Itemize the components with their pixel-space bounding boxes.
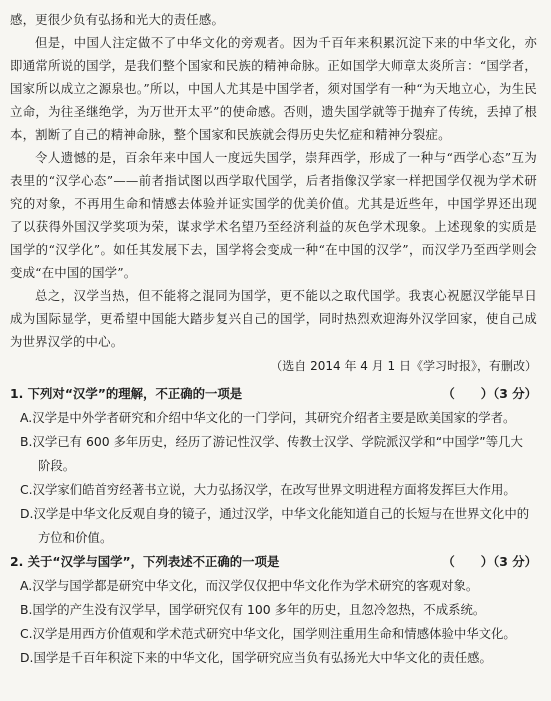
question-2 (10, 550, 537, 670)
source-citation: （选自 2014 年 4 月 1 日《学习时报》，有删改） (270, 359, 537, 373)
option-c: C.汉学家们皓首穷经著书立说，大力弘扬汉学，在改写世界文明进程方面将发挥巨大作用。 (20, 482, 516, 497)
option-c: C.汉学是用西方价值观和学术范式研究中华文化，国学则注重用生命和情感体验中华文化。 (20, 626, 516, 641)
answer-blank: （ ）（3 分） (442, 386, 537, 401)
passage-paragraph-0: 感，更很少负有弘扬和光大的责任感。 (10, 12, 225, 27)
option-a: A.汉学是中外学者研究和介绍中华文化的一门学问，其研究介绍者主要是欧美国家的学者。 (20, 410, 516, 425)
passage-paragraph-3: 总之，汉学当热，但不能将之混同为国学，更不能以之取代国学。我衷心祝愿汉学能早日成为国际显学，更希望中国能大踏步复兴自己的国学，同时热烈欢迎海外汉学回家，使自己成为世界汉学的中心。 (10, 288, 537, 349)
option-a: A.汉学与国学都是研究中华文化，而汉学仅仅把中华文化作为学术研究的客观对象。 (20, 578, 479, 593)
option-b: B.国学的产生没有汉学早，国学研究仅有 100 多年的历史，且忽冷忽热，不成系统。 (20, 602, 486, 617)
question-stem: 1. 下列对“汉学”的理解，不正确的一项是 (10, 386, 243, 401)
question-stem: 2. 关于“汉学与国学”，下列表述不正确的一项是 (10, 554, 280, 569)
passage-paragraph-2: 令人遗憾的是，百余年来中国人一度远失国学，崇拜西学，形成了一种与“西学心态”互为表里的“汉学心态”——前者指试图以西学取代国学，后者指像汉学家一样把国学仅视为学术研究的对象，不再用生命和情感去体验并证实国学的优美价值。尤其是近些年，中国学界还出现了以获得外国汉学奖项为荣，谋求学术名望乃至经济利益的灰色学术现象。上述现象的实质是国学的“汉学化”。如任其发展下去，国学将会变成一种“在中国的汉学”，而汉学乃至西学则会变成“在中国的国学”。 (10, 150, 537, 280)
option-d: D.汉学是中华文化反观自身的镜子，通过汉学，中华文化能知道自己的长短与在世界文化中的 方位和价值。 (20, 506, 530, 545)
question-1 (10, 382, 537, 550)
answer-blank: （ ）（3 分） (442, 554, 537, 569)
option-b: B.汉学已有 600 多年历史，经历了游记性汉学、传教士汉学、学院派汉学和“中国学”等几大 阶段。 (20, 434, 523, 473)
passage-paragraph-1: 但是，中国人注定做不了中华文化的旁观者。因为千百年来积累沉淀下来的中华文化，亦即通常所说的国学，是我们整个国家和民族的精神命脉。正如国学大师章太炎所言：“国学者，国家所以成立之源泉也。”所以，中国人尤其是中国学者，须对国学有一种“为天地立心，为生民立命，为往圣继绝学，为万世开太平”的使命感。否则，遗失国学就等于抛弃了传统，丢掉了根本，割断了自己的精神命脉，整个国家和民族就会得历史失忆症和精神分裂症。 (10, 35, 537, 142)
option-d: D.国学是千百年积淀下来的中华文化，国学研究应当负有弘扬光大中华文化的责任感。 (20, 650, 492, 665)
